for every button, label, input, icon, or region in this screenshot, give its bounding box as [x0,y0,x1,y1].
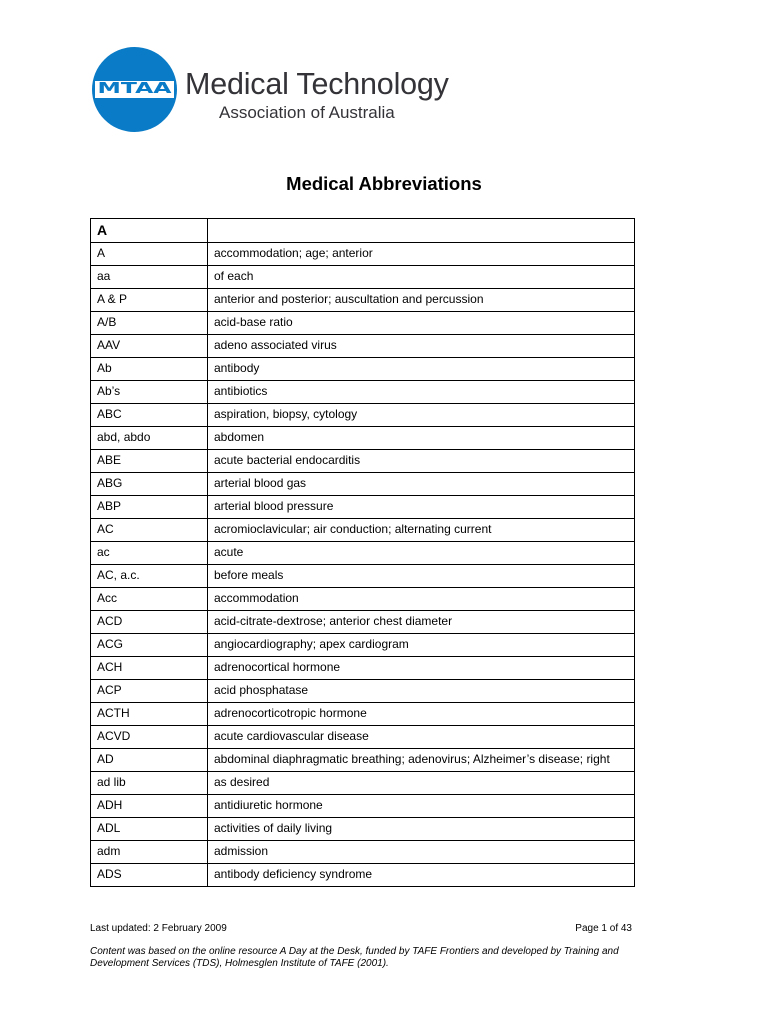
meaning-cell: abdomen [208,427,635,450]
section-header-blank [208,219,635,243]
meaning-cell: antidiuretic hormone [208,795,635,818]
meaning-cell: acromioclavicular; air conduction; alternating current [208,519,635,542]
table-row [91,427,635,450]
table-row [91,864,635,887]
meaning-cell: as desired [208,772,635,795]
abbreviation-cell: ad lib [91,772,208,795]
mtaa-logo-mark [92,47,177,132]
abbreviation-cell: A & P [91,289,208,312]
meaning-cell: adeno associated virus [208,335,635,358]
abbreviation-cell: AAV [91,335,208,358]
meaning-cell: arterial blood gas [208,473,635,496]
meaning-cell: of each [208,266,635,289]
meaning-cell: aspiration, biopsy, cytology [208,404,635,427]
abbreviations-table [90,218,635,887]
abbreviation-cell: ACVD [91,726,208,749]
abbreviation-cell: A/B [91,312,208,335]
abbreviation-cell: ACH [91,657,208,680]
abbreviation-cell: ABC [91,404,208,427]
table-row [91,335,635,358]
table-row [91,542,635,565]
abbreviation-cell: AC, a.c. [91,565,208,588]
table-row [91,473,635,496]
table-row [91,266,635,289]
abbreviation-cell: ADH [91,795,208,818]
abbreviation-cell: ADL [91,818,208,841]
document-title: Medical Abbreviations [286,173,482,194]
abbreviation-cell: ACD [91,611,208,634]
meaning-cell: acid-citrate-dextrose; anterior chest diameter [208,611,635,634]
meaning-cell: adrenocorticotropic hormone [208,703,635,726]
meaning-cell: anterior and posterior; auscultation and percussion [208,289,635,312]
abbreviation-cell: ABP [91,496,208,519]
source-note: Content was based on the online resource A Day at the Desk, funded by TAFE Frontiers and developed by Training and Development Services (TDS), Holmesglen Institute of TAFE (2001). [90,946,619,969]
abbreviation-cell: adm [91,841,208,864]
meaning-cell: acute [208,542,635,565]
meaning-cell: accommodation [208,588,635,611]
abbreviation-cell: AC [91,519,208,542]
table-row [91,289,635,312]
table-row [91,358,635,381]
abbreviation-cell: Acc [91,588,208,611]
logo-subtitle: Association of Australia [219,103,395,122]
meaning-cell: before meals [208,565,635,588]
table-row [91,588,635,611]
meaning-cell: arterial blood pressure [208,496,635,519]
table-row [91,565,635,588]
table-row [91,818,635,841]
abbreviation-cell: Ab [91,358,208,381]
meaning-cell: activities of daily living [208,818,635,841]
meaning-cell: antibody deficiency syndrome [208,864,635,887]
abbreviation-cell: AD [91,749,208,772]
meaning-cell: angiocardiography; apex cardiogram [208,634,635,657]
table-row [91,680,635,703]
section-header-row [91,219,635,243]
meaning-cell: antibody [208,358,635,381]
table-row [91,519,635,542]
abbreviation-cell: ACG [91,634,208,657]
abbreviation-cell: ABE [91,450,208,473]
meaning-cell: acid-base ratio [208,312,635,335]
logo-name: Medical Technology [185,67,449,101]
meaning-cell: adrenocortical hormone [208,657,635,680]
meaning-cell: acute bacterial endocarditis [208,450,635,473]
table-row [91,450,635,473]
table-row [91,657,635,680]
table-row [91,703,635,726]
meaning-cell: abdominal diaphragmatic breathing; adenovirus; Alzheimer’s disease; right [208,749,635,772]
section-letter: A [91,219,208,243]
abbreviation-cell: ADS [91,864,208,887]
table-row [91,312,635,335]
meaning-cell: acute cardiovascular disease [208,726,635,749]
abbreviation-cell: aa [91,266,208,289]
abbreviation-cell: abd, abdo [91,427,208,450]
table-row [91,795,635,818]
meaning-cell: acid phosphatase [208,680,635,703]
abbreviation-cell: A [91,243,208,266]
table-row [91,634,635,657]
table-row [91,772,635,795]
last-updated: Last updated: 2 February 2009 [90,923,227,934]
table-row [91,381,635,404]
abbreviation-cell: Ab’s [91,381,208,404]
abbreviation-cell: ac [91,542,208,565]
table-row [91,496,635,519]
table-row [91,726,635,749]
table-row [91,749,635,772]
abbreviation-cell: ACP [91,680,208,703]
table-row [91,243,635,266]
meaning-cell: antibiotics [208,381,635,404]
table-row [91,611,635,634]
table-row [91,404,635,427]
meaning-cell: admission [208,841,635,864]
abbreviation-cell: ACTH [91,703,208,726]
page-number: Page 1 of 43 [575,923,632,934]
abbreviation-cell: ABG [91,473,208,496]
mtaa-logo [92,47,472,135]
table-row [91,841,635,864]
svg-text:MTAA: MTAA [97,79,173,97]
meaning-cell: accommodation; age; anterior [208,243,635,266]
